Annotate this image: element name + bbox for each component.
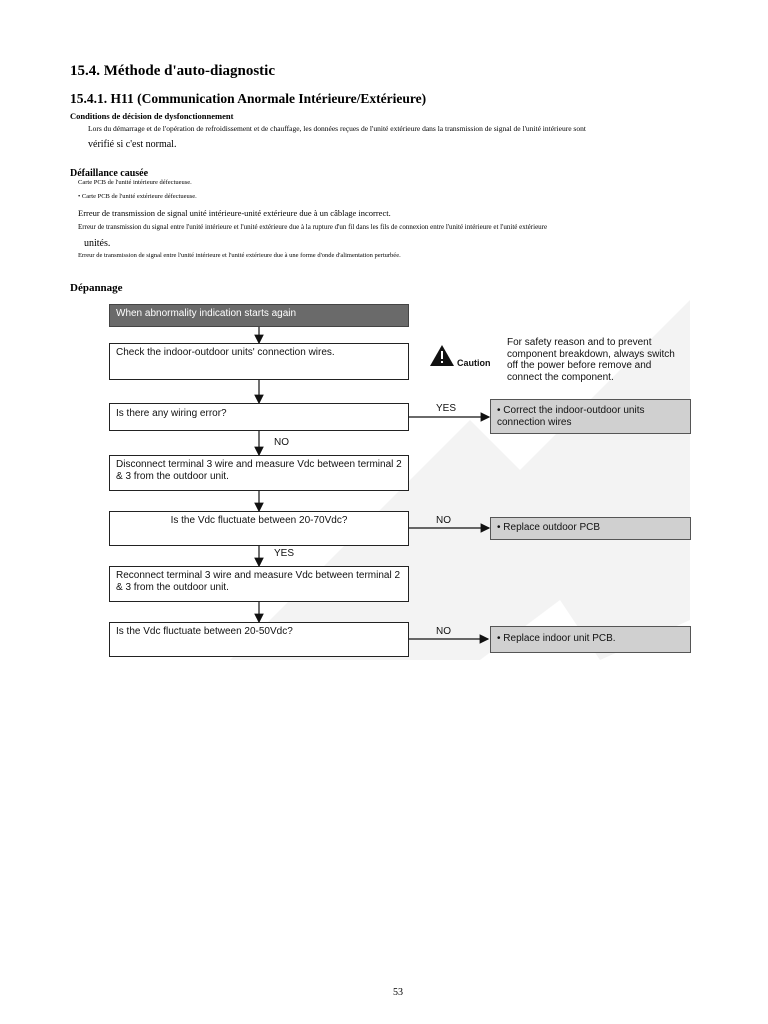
conditions-heading: Conditions de décision de dysfonctionnement bbox=[70, 111, 234, 121]
flow-question-vdc-20-70: Is the Vdc fluctuate between 20-70Vdc? bbox=[109, 511, 409, 546]
flow-step-reconnect: Reconnect terminal 3 wire and measure Vdc between terminal 2 & 3 from the outdoor unit. bbox=[109, 566, 409, 602]
caution-text: For safety reason and to prevent component breakdown, always switch off the power before remove and connect the component. bbox=[507, 337, 675, 383]
flow-start-box: When abnormality indication starts again bbox=[109, 304, 409, 327]
failure-item-4: Erreur de transmission du signal entre l'unité intérieure et l'unité extérieure due à la rupture d'un fil dans les fils de connexion entre l'unité intérieure et l'unité extérieure bbox=[78, 223, 548, 231]
result-replace-outdoor-pcb: • Replace outdoor PCB bbox=[490, 517, 691, 540]
flow-question-vdc-20-50: Is the Vdc fluctuate between 20-50Vdc? bbox=[109, 622, 409, 657]
caution-label: Caution bbox=[457, 358, 491, 368]
section-subtitle: 15.4.1. H11 (Communication Anormale Intérieure/Extérieure) bbox=[70, 91, 427, 106]
failure-item-1: Carte PCB de l'unité intérieure défectueuse. bbox=[78, 179, 192, 186]
conditions-line-1: Lors du démarrage et de l'opération de refroidissement et de chauffage, les données reçues de l'unité extérieure dans la transmission de signal de l'unité intérieure sont bbox=[88, 124, 586, 133]
result-replace-indoor-pcb: • Replace indoor unit PCB. bbox=[490, 626, 691, 653]
label-no-1: NO bbox=[274, 437, 289, 448]
failure-item-4-cont: unités. bbox=[84, 238, 111, 249]
flow-step-check-wires: Check the indoor-outdoor units' connection wires. bbox=[109, 343, 409, 380]
label-no-2: NO bbox=[436, 515, 451, 526]
section-title: 15.4. Méthode d'auto-diagnostic bbox=[70, 63, 276, 79]
page-number: 53 bbox=[393, 987, 403, 998]
result-correct-wires: • Correct the indoor-outdoor units connection wires bbox=[490, 399, 691, 434]
conditions-line-2: vérifié si c'est normal. bbox=[88, 139, 177, 150]
label-no-3: NO bbox=[436, 626, 451, 637]
label-yes-2: YES bbox=[274, 548, 295, 559]
failure-item-3: Erreur de transmission de signal unité intérieure-unité extérieure due à un câblage incorrect. bbox=[78, 208, 391, 218]
failure-item-2: • Carte PCB de l'unité extérieure défectueuse. bbox=[78, 193, 197, 200]
label-yes-1: YES bbox=[436, 403, 457, 414]
flow-question-wiring: Is there any wiring error? bbox=[109, 403, 409, 431]
troubleshooting-heading: Dépannage bbox=[70, 282, 123, 294]
failure-heading: Défaillance causée bbox=[70, 168, 149, 179]
failure-item-5: Erreur de transmission de signal entre l'unité intérieure et l'unité extérieure due à une forme d'onde d'alimentation perturbée. bbox=[78, 252, 401, 259]
flow-step-disconnect: Disconnect terminal 3 wire and measure Vdc between terminal 2 & 3 from the outdoor unit. bbox=[109, 455, 409, 491]
